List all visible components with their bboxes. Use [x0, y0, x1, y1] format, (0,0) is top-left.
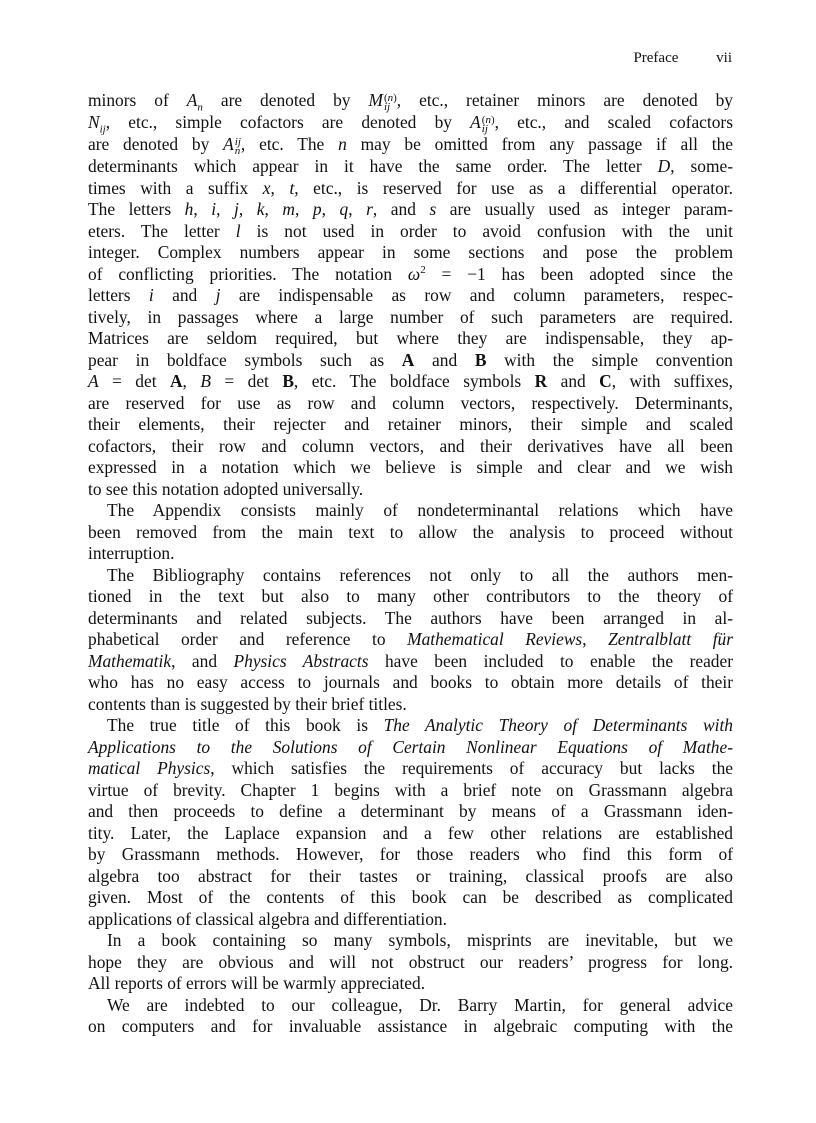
- text-line: been removed from the main text to allow the analysis to proceed without: [88, 521, 733, 542]
- paragraph: [88, 565, 733, 716]
- text-line: determinants and related subjects. The authors have been arranged in al-: [88, 607, 733, 628]
- text-line: pear in boldface symbols such as A and B with the simple convention: [88, 349, 733, 370]
- text-line: expressed in a notation which we believe is simple and clear and we wish: [88, 457, 733, 477]
- page-number: vii: [716, 50, 732, 66]
- text-line: The Appendix consists mainly of nondeterminantal relations which have: [107, 500, 733, 520]
- text-line: integer. Complex numbers appear in some sections and pose the problem: [88, 242, 733, 262]
- text-line: virtue of brevity. Chapter 1 begins with a brief note on Grassmann algebra: [88, 779, 733, 800]
- text-line: A = det A, B = det B, etc. The boldface symbols R and C, with suffixes,: [88, 371, 733, 391]
- text-line: minors of $A_n$ are denoted by M (n) ij , etc., retainer minors are denoted by: [88, 90, 733, 114]
- text-line: times with a suffix x, t, etc., is reserved for use as a differential operator.: [88, 177, 733, 198]
- text-line: hope they are obvious and will not obstruct our readers’ progress for long.: [88, 951, 733, 972]
- section-title: Preface: [633, 50, 679, 66]
- text-line: Matrices are seldom required, but where they are indispensable, they ap-: [88, 328, 733, 348]
- text-line: their elements, their rejecter and retainer minors, their simple and scaled: [88, 414, 733, 434]
- running-head: [633, 50, 732, 67]
- text-line: tioned in the text but also to many other contributors to the theory of: [88, 586, 733, 606]
- text-line: The letters h, i, j, k, m, p, q, r, and s are usually used as integer param-: [88, 199, 733, 219]
- paragraph: [88, 930, 733, 995]
- text-line: eters. The letter l is not used in order to avoid confusion with the unit: [88, 220, 733, 241]
- text-line: matical Physics, which satisfies the requirements of accuracy but lacks the: [88, 758, 734, 778]
- text-line: determinants which appear in it have the same order. The letter D, some-: [88, 156, 734, 176]
- text-line: are reserved for use as row and column vectors, respectively. Determinants,: [88, 392, 733, 413]
- text-line: applications of classical algebra and differentiation.: [88, 908, 447, 929]
- body-text: [88, 90, 733, 1038]
- text-line: by Grassmann methods. However, for those readers who find this form of: [88, 844, 733, 864]
- text-line: All reports of errors will be warmly appreciated.: [88, 973, 426, 993]
- text-line: algebra too abstract for their tastes or training, classical proofs are also: [88, 865, 733, 886]
- text-line: to see this notation adopted universally.: [88, 478, 364, 499]
- text-line: are denoted by A ij n , etc. The n may be omitted from any passage if all the: [88, 134, 734, 157]
- paragraph: [88, 500, 733, 565]
- text-line: We are indebted to our colleague, Dr. Barry Martin, for general advice: [107, 994, 733, 1015]
- text-line: Mathematik, and Physics Abstracts have been included to enable the reader: [88, 650, 733, 671]
- paragraph: [88, 90, 733, 500]
- text-line: Applications to the Solutions of Certain Nonlinear Equations of Mathe-: [88, 736, 733, 757]
- text-line: on computers and for invaluable assistance in algebraic computing with the: [88, 1016, 733, 1036]
- text-line: and then proceeds to define a determinant by means of a Grassmann iden-: [88, 801, 733, 821]
- text-line: $N_{ij}$, etc., simple cofactors are denoted by A (n) ij , etc., and scaled cofactors: [88, 112, 733, 136]
- paragraph: [88, 995, 733, 1038]
- text-line: In a book containing so many symbols, misprints are inevitable, but we: [107, 930, 733, 950]
- text-line: The Bibliography contains references not only to all the authors men-: [107, 564, 733, 585]
- text-line: cofactors, their row and column vectors, and their derivatives have all been: [88, 435, 733, 456]
- text-line: who has no easy access to journals and books to obtain more details of their: [88, 672, 733, 692]
- text-line: given. Most of the contents of this book can be described as complicated: [88, 887, 733, 907]
- text-line: phabetical order and reference to Mathematical Reviews, Zentralblatt für: [88, 629, 733, 649]
- text-line: of conflicting priorities. The notation $\omega^2 = -1$ has been adopted since the: [88, 263, 733, 284]
- text-line: tively, in passages where a large number of such parameters are required.: [88, 306, 733, 327]
- paragraph: [88, 715, 733, 930]
- text-line: letters i and j are indispensable as row and column parameters, respec-: [88, 285, 733, 305]
- text-line: tity. Later, the Laplace expansion and a few other relations are established: [88, 822, 733, 843]
- text-line: The true title of this book is The Analytic Theory of Determinants with: [107, 715, 733, 735]
- text-line: interruption.: [88, 543, 175, 563]
- text-line: contents than is suggested by their brief titles.: [88, 693, 407, 714]
